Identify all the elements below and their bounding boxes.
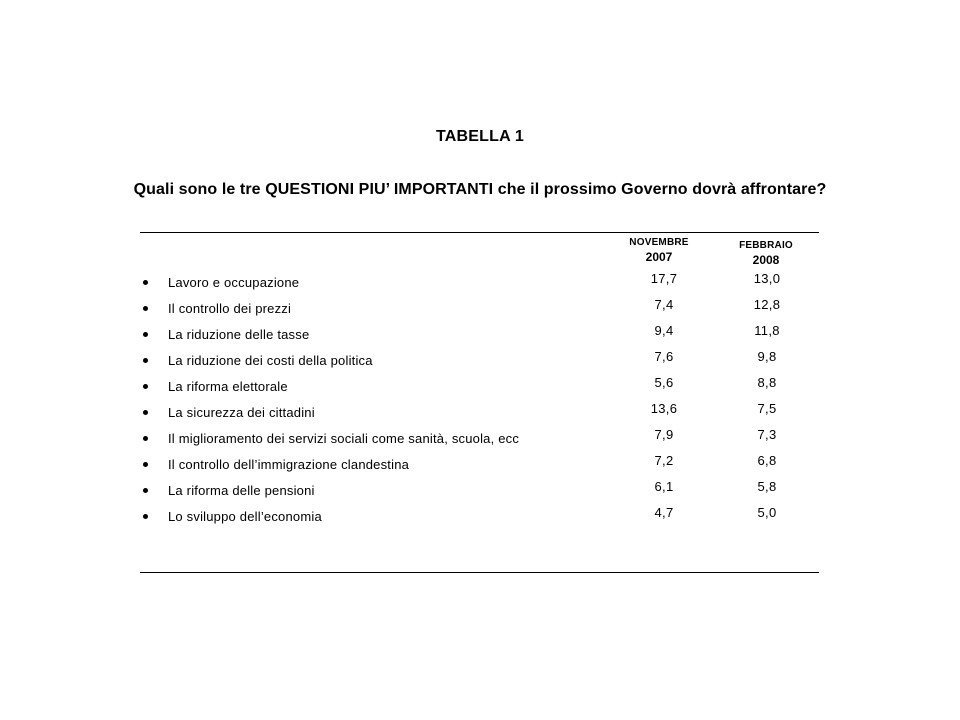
value-february-2008: 12,8 — [753, 297, 781, 312]
row-label: Il miglioramento dei servizi sociali come sanità, scuola, ecc — [168, 431, 520, 446]
table-row — [140, 505, 819, 534]
value-february-2008: 9,8 — [757, 349, 777, 364]
column-header-year: 2007 — [645, 250, 673, 264]
bullet-icon — [143, 462, 148, 467]
table-row — [140, 427, 819, 456]
column-header-month: FEBBRAIO — [739, 240, 793, 251]
column-header-november-2007 — [609, 236, 709, 264]
value-november-2007: 7,6 — [654, 349, 674, 364]
value-february-2008: 5,8 — [757, 479, 777, 494]
slide-title: TABELLA 1 — [435, 128, 525, 145]
value-february-2008: 8,8 — [757, 375, 777, 390]
row-label: La riforma delle pensioni — [168, 483, 315, 498]
table-row — [140, 479, 819, 508]
bullet-icon — [143, 332, 148, 337]
row-label: La sicurezza dei cittadini — [168, 405, 315, 420]
value-november-2007: 17,7 — [650, 271, 678, 286]
row-label: La riduzione dei costi della politica — [168, 353, 373, 368]
table-top-rule — [140, 232, 819, 233]
bullet-icon — [143, 306, 148, 311]
table-row — [140, 323, 819, 352]
value-november-2007: 7,4 — [654, 297, 674, 312]
value-november-2007: 7,9 — [654, 427, 674, 442]
column-header-month: NOVEMBRE — [629, 237, 689, 248]
value-november-2007: 4,7 — [654, 505, 674, 520]
value-february-2008: 7,5 — [757, 401, 777, 416]
bullet-icon — [143, 410, 148, 415]
table-bottom-rule — [140, 572, 819, 573]
value-february-2008: 5,0 — [757, 505, 777, 520]
bullet-icon — [143, 514, 148, 519]
value-february-2008: 11,8 — [754, 323, 780, 338]
row-label: Lavoro e occupazione — [168, 275, 300, 290]
row-label: Il controllo dei prezzi — [168, 301, 292, 316]
row-label: Il controllo dell’immigrazione clandestina — [168, 457, 410, 472]
bullet-icon — [143, 280, 148, 285]
value-november-2007: 7,2 — [654, 453, 674, 468]
value-february-2008: 7,3 — [757, 427, 777, 442]
bullet-icon — [143, 358, 148, 363]
table-row — [140, 349, 819, 378]
value-november-2007: 5,6 — [654, 375, 674, 390]
survey-question: Quali sono le tre QUESTIONI PIU’ IMPORTANTI che il prossimo Governo dovrà affrontare? — [133, 181, 827, 198]
value-february-2008: 6,8 — [757, 453, 777, 468]
table-row — [140, 271, 819, 300]
row-label: Lo sviluppo dell’economia — [168, 509, 322, 524]
table-row — [140, 453, 819, 482]
value-february-2008: 13,0 — [753, 271, 781, 286]
column-header-year: 2008 — [752, 253, 780, 267]
column-header-february-2008 — [716, 239, 816, 267]
bullet-icon — [143, 384, 148, 389]
table-body — [140, 271, 819, 534]
row-label: La riforma elettorale — [168, 379, 288, 394]
table-row — [140, 297, 819, 326]
table-row — [140, 401, 819, 430]
table-row — [140, 375, 819, 404]
row-label: La riduzione delle tasse — [168, 327, 310, 342]
bullet-icon — [143, 488, 148, 493]
value-november-2007: 9,4 — [654, 323, 674, 338]
bullet-icon — [143, 436, 148, 441]
value-november-2007: 6,1 — [654, 479, 674, 494]
value-november-2007: 13,6 — [650, 401, 678, 416]
